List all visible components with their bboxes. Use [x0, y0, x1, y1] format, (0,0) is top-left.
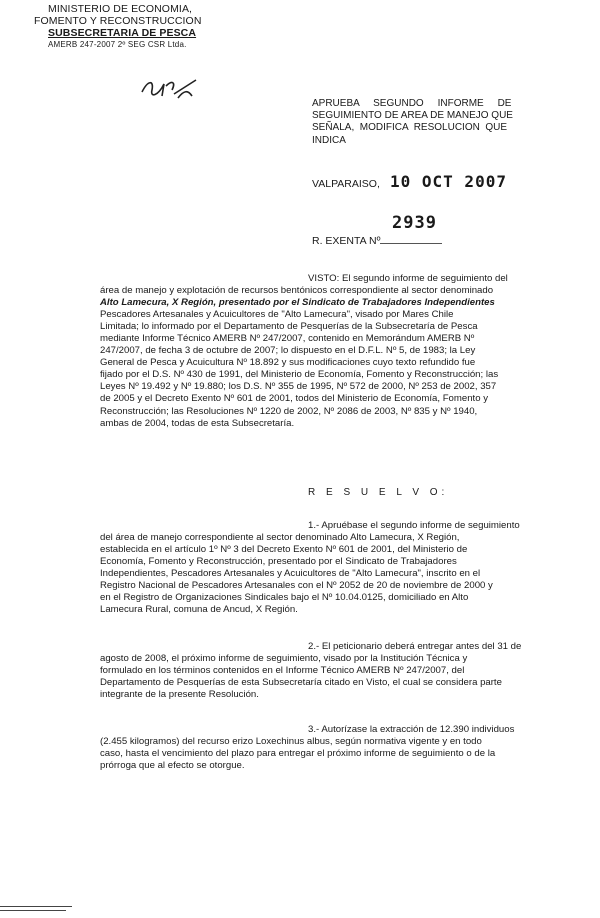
- visto-line: Alto Lamecura, X Región, presentado por el Sindicato de Trabajadores Independientes: [100, 297, 495, 309]
- article-line: (2.455 kilogramos) del recurso erizo Loxechinus albus, según normativa vigente y en todo: [100, 736, 482, 748]
- article-line: formulado en los términos contenidos en el Informe Técnico AMERB Nº 247/2007, del: [100, 665, 465, 677]
- visto-line: Reconstrucción; las Resoluciones Nº 1220 de 2002, Nº 2086 de 2003, Nº 835 y Nº 1940,: [100, 405, 478, 417]
- resuelvo-heading: R E S U E L V O:: [308, 487, 449, 498]
- article-line: Independientes, Pescadores Artesanales y Acuicultores de "Alto Lamecura", inscrito en el: [100, 568, 481, 580]
- date-stamp: 10 OCT 2007: [390, 172, 507, 191]
- visto-line: de 2005 y el Decreto Exento Nº 601 de 2001, todos del Ministerio de Economía, Fomento y: [100, 393, 489, 405]
- article-line: Lamecura Rural, comuna de Ancud, X Región.: [100, 604, 298, 616]
- footer-rule: [0, 906, 72, 907]
- ministry-line-1: MINISTERIO DE ECONOMIA,: [48, 3, 193, 15]
- summary-line: SEGUIMIENTO DE AREA DE MANEJO QUE: [312, 110, 513, 122]
- visto-line: VISTO: El segundo informe de seguimiento del: [308, 273, 508, 284]
- letterhead: [34, 3, 202, 51]
- footer-rule: [0, 910, 66, 911]
- article-2: [100, 641, 542, 701]
- article-3: [100, 724, 542, 772]
- place-date: [312, 178, 380, 190]
- article-line: agosto de 2008, el próximo informe de seguimiento, visado por la Institución Técnica y: [100, 653, 468, 665]
- article-line: establecida en el artículo 1º Nº 3 del Decreto Exento Nº 601 de 2001, del Ministerio de: [100, 544, 468, 556]
- resolution-label: R. EXENTA Nº: [312, 235, 381, 247]
- article-line: 1.- Apruébase el segundo informe de seguimiento: [308, 520, 520, 531]
- article-line: del área de manejo correspondiente al sector denominado Alto Lamecura, X Región,: [100, 532, 460, 544]
- visto-line: ambas de 2004, todas de esta Subsecretaría.: [100, 417, 295, 429]
- resolution-number: 2939: [392, 213, 437, 233]
- visto-line: 247/2007, de fecha 3 de octubre de 2007; lo dispuesto en el D.F.L. Nº 5, de 1983; la Ley: [100, 345, 476, 357]
- subsecretaria-line: SUBSECRETARIA DE PESCA: [48, 27, 197, 39]
- visto-line: Limitada; lo informado por el Departamento de Pesquerías de la Subsecretaría de Pesca: [100, 321, 478, 333]
- handwritten-initials: [138, 76, 200, 102]
- article-line: 3.- Autorízase la extracción de 12.390 individuos: [308, 724, 515, 735]
- resolution-underline: [380, 243, 442, 244]
- article-line: Registro Nacional de Pescadores Artesanales con el Nº 2052 de 20 de noviembre de 2000 y: [100, 580, 493, 592]
- article-line: integrante de la presente Resolución.: [100, 689, 259, 701]
- article-line: Departamento de Pesquerías de esta Subsecretaría citado en Visto, el cual se considera parte: [100, 677, 502, 689]
- ministry-line-2: FOMENTO Y RECONSTRUCCION: [34, 15, 202, 27]
- summary-line: APRUEBA SEGUNDO INFORME DE: [312, 98, 512, 109]
- visto-line: Leyes Nº 19.492 y Nº 19.880; los D.S. Nº 355 de 1995, Nº 572 de 2000, Nº 253 de 2002, 357: [100, 381, 497, 393]
- reference-line: AMERB 247-2007 2º SEG CSR Ltda.: [48, 40, 187, 49]
- summary-block: [312, 98, 548, 147]
- article-line: 2.- El peticionario deberá entregar antes del 31 de: [308, 641, 522, 652]
- visto-line: fijado por el D.S. Nº 430 de 1991, del Ministerio de Economía, Fomento y Reconstrucción; las: [100, 369, 499, 381]
- visto-section: [100, 273, 542, 430]
- article-line: en el Registro de Organizaciones Sindicales bajo el Nº 10.04.0125, domiciliado en Alto: [100, 592, 469, 604]
- city-label: VALPARAISO,: [312, 178, 380, 190]
- visto-line: General de Pesca y Acuicultura Nº 18.892 y sus modificaciones cuyo texto refundido fue: [100, 357, 476, 369]
- visto-line: área de manejo y explotación de recursos bentónicos correspondiente al sector denominado: [100, 285, 494, 297]
- summary-line: SEÑALA, MODIFICA RESOLUCION QUE: [312, 122, 508, 134]
- article-line: caso, hasta el vencimiento del plazo para entregar el próximo informe de seguimiento o de la: [100, 748, 496, 760]
- summary-line: INDICA: [312, 134, 346, 146]
- visto-line: Pescadores Artesanales y Acuicultores de "Alto Lamecura", visado por Mares Chile: [100, 309, 454, 321]
- article-line: prórroga que al efecto se otorgue.: [100, 760, 245, 772]
- article-1: [100, 520, 542, 616]
- visto-line: mediante Informe Técnico AMERB Nº 247/2007, contenido en Memorándum AMERB Nº: [100, 333, 475, 345]
- article-line: Economía, Fomento y Reconstrucción, presentado por el Sindicato de Trabajadores: [100, 556, 457, 568]
